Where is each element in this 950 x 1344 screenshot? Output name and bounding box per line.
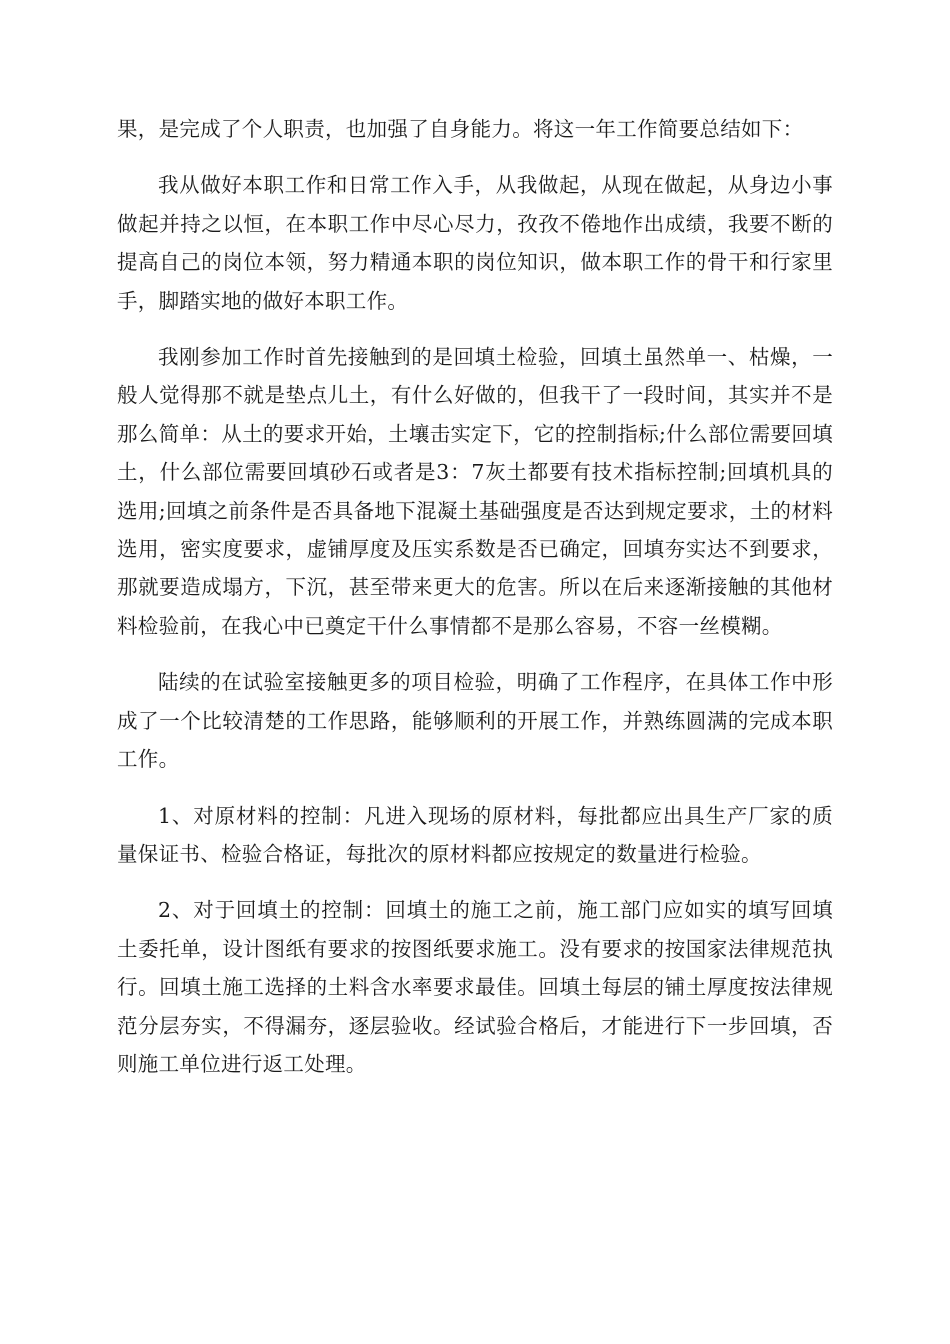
document-body xyxy=(117,110,833,1101)
paragraph-continued: 果，是完成了个人职责，也加强了自身能力。将这一年工作简要总结如下： xyxy=(117,117,804,141)
paragraph-backfill-experience: 我刚参加工作时首先接触到的是回填土检验，回填土虽然单一、枯燥，一般人觉得那不就是垫点儿土，有什么好做的，但我干了一段时间，其实并不是那么简单：从土的要求开始，土壤击实定下，它的控制指标;什么部位需要回填土，什么部位需要回填砂石或者是3：7灰土都要有技术指标控制;回填机具的选用;回填之前条件是否具备地下混凝土基础强度是否达到规定要求，土的材料选用，密实度要求，虚铺厚度及压实系数是否已确定，回填夯实达不到要求，那就要造成塌方，下沉，甚至带来更大的危害。所以在后来逐渐接触的其他材料检验前，在我心中已奠定干什么事情都不是那么容易，不容一丝模糊。 xyxy=(117,345,833,638)
paragraph-duty: 我从做好本职工作和日常工作入手，从我做起，从现在做起，从身边小事做起并持之以恒，在本职工作中尽心尽力，孜孜不倦地作出成绩，我要不断的提高自己的岗位本领，努力精通本职的岗位知识，做本职工作的骨干和行家里手，脚踏实地的做好本职工作。 xyxy=(117,173,833,313)
paragraph-item-1: 1、对原材料的控制：凡进入现场的原材料，每批都应出具生产厂家的质量保证书、检验合格证，每批次的原材料都应按规定的数量进行检验。 xyxy=(117,803,833,866)
paragraph-lab-work: 陆续的在试验室接触更多的项目检验，明确了工作程序，在具体工作中形成了一个比较清楚的工作思路，能够顺利的开展工作，并熟练圆满的完成本职工作。 xyxy=(117,670,833,772)
paragraph-item-2: 2、对于回填土的控制：回填土的施工之前，施工部门应如实的填写回填土委托单，设计图纸有要求的按图纸要求施工。没有要求的按国家法律规范执行。回填土施工选择的土料含水率要求最佳。回填土每层的铺土厚度按法律规范分层夯实，不得漏夯，逐层验收。经试验合格后，才能进行下一步回填，否则施工单位进行返工处理。 xyxy=(117,898,833,1076)
